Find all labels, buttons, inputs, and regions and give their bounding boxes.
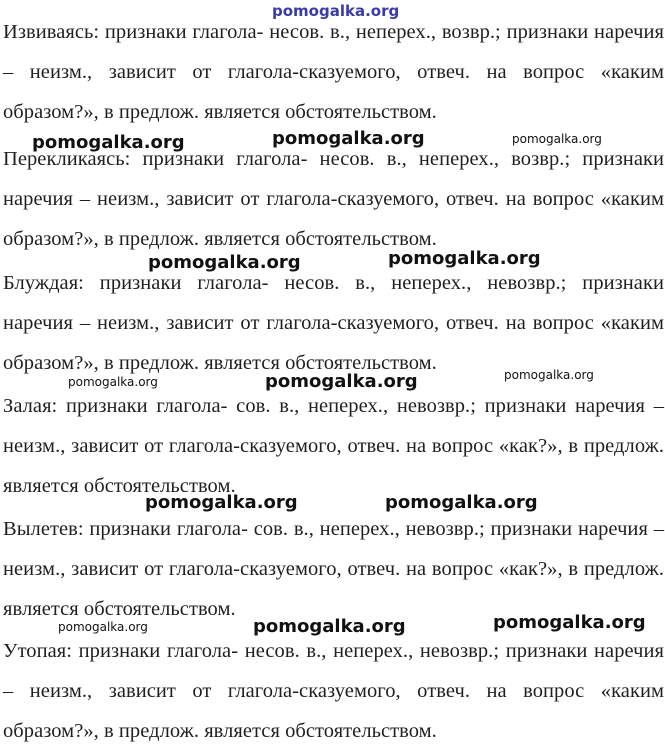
paragraph-pereklikayas: Перекликаясь: признаки глагола- несов. в., неперех., возвр.; признаки наречия – неизм., зависит от глагола-сказуемого, отвеч. на вопрос «каким образом?», в предлож. является обстоятельством. — [3, 148, 664, 250]
watermark: pomogalka.org — [388, 248, 541, 269]
watermark: pomogalka.org — [68, 375, 158, 389]
watermark: pomogalka.org — [265, 371, 418, 392]
paragraph-izvivayas: Извиваясь: признаки глагола- несов. в., неперех., возвр.; признаки наречия – неизм., зависит от глагола-сказуемого, отвеч. на вопрос «каким образом?», в предлож. является обстоятельством. — [3, 21, 664, 123]
paragraph-vyletev: Вылетев: признаки глагола- сов. в., неперех., невозвр.; признаки наречия – неизм., зависит от глагола-сказуемого, отвеч. на вопрос «как?», в предлож. является обстоятельством. — [3, 518, 664, 620]
watermark-top: pomogalka.org — [272, 2, 400, 20]
watermark: pomogalka.org — [272, 128, 425, 149]
paragraph-zalaya: Залая: признаки глагола- сов. в., неперех., невозвр.; признаки наречия – неизм., зависит от глагола-сказуемого, отвеч. на вопрос «как?», в предлож. является обстоятельством. — [3, 395, 664, 497]
watermark: pomogalka.org — [385, 492, 538, 513]
watermark: pomogalka.org — [148, 252, 301, 273]
watermark: pomogalka.org — [32, 132, 185, 153]
watermark: pomogalka.org — [504, 368, 594, 382]
watermark: pomogalka.org — [58, 620, 148, 634]
watermark: pomogalka.org — [253, 616, 406, 637]
watermark: pomogalka.org — [493, 612, 646, 633]
watermark: pomogalka.org — [512, 132, 602, 146]
watermark: pomogalka.org — [145, 492, 298, 513]
paragraph-bluzhdaya: Блуждая: признаки глагола- несов. в., неперех., невозвр.; признаки наречия – неизм., зависит от глагола-сказуемого, отвеч. на вопрос «каким образом?», в предлож. является обстоятельством. — [3, 272, 664, 374]
paragraph-utopaya: Утопая: признаки глагола- несов. в., неперех., невозвр.; признаки наречия – неизм., зависит от глагола-сказуемого, отвеч. на вопрос «каким образом?», в предлож. является обстоятельством. — [3, 640, 664, 742]
